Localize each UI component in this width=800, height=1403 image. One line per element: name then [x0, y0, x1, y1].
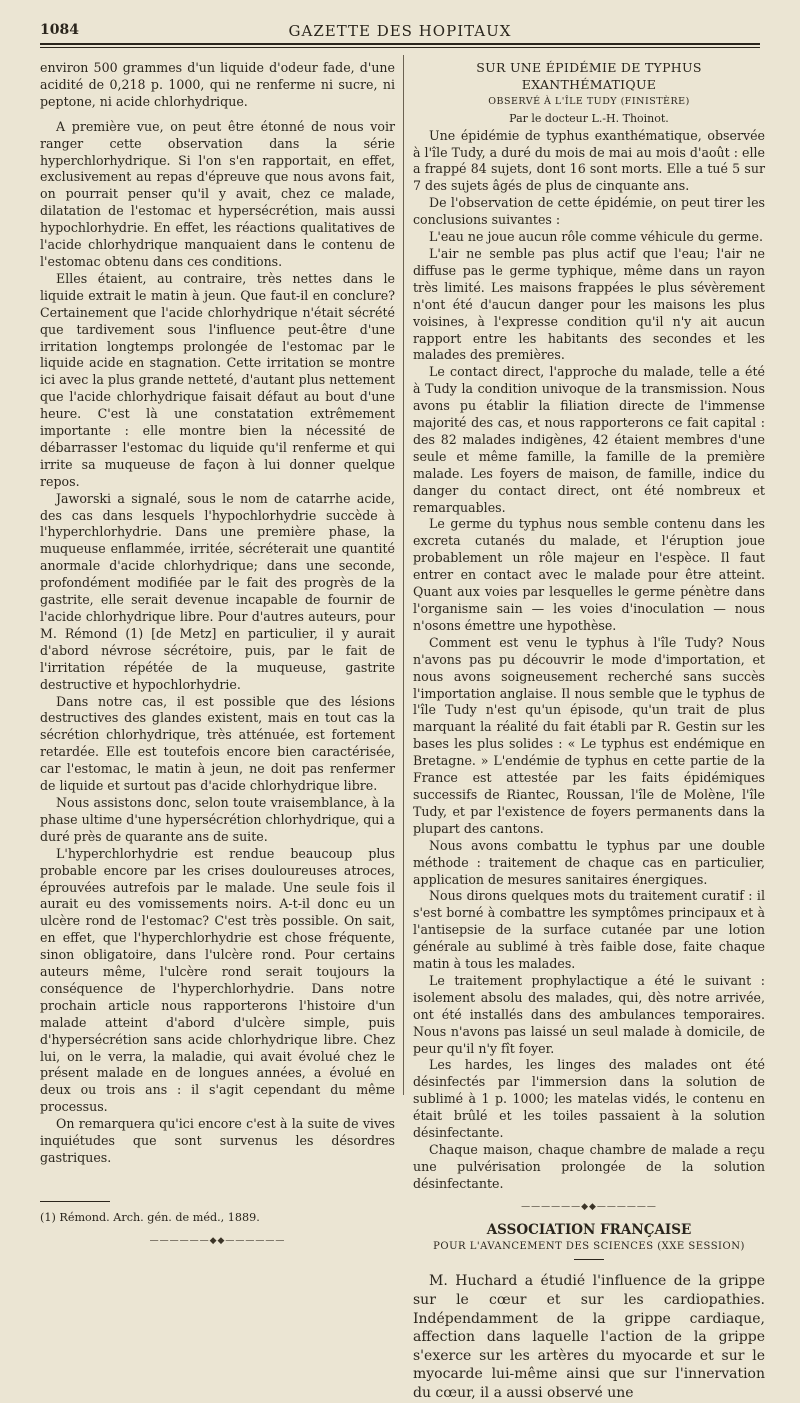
- paragraph: L'hyperchlorhydrie est rendue beaucoup plus probable encore par les crises douloureuses atroces, éprouvées autrefois par le malade. Une seule fois il aurait eu des vomissements noirs. A-t-il donc eu un ulcère rond de l'estomac? C'est très possible. On sait, en effet, que l'hyperchlorhydrie est chose fréquente, sinon obligatoire, dans l'ulcère rond. Pour certains auteurs même, l'ulcère rond serait toujours la conséquence de l'hyperchlorhydrie. Dans notre prochain article nous rapporterons l'histoire d'un malade atteint d'abord d'ulcère simple, puis d'hypersécrétion sans acide chlorhydrique libre. Chez lui, on le verra, la maladie, qui avait évolué chez le présent malade en de longues années, a évolué en deux ou trois ans : il s'agit cependant du même processus.: [40, 845, 395, 1115]
- article-byline: Par le docteur L.-H. Thoinot.: [509, 111, 669, 125]
- paragraph: Les hardes, les linges des malades ont été désinfectés par l'immersion dans la solution de sublimé à 1 p. 1000; les matelas vidés, le contenu en était brûlé et les toiles passaient à la solution désinfectante.: [413, 1057, 765, 1141]
- section-rule: [574, 1259, 604, 1260]
- page-number: 1084: [40, 22, 79, 38]
- right-column: [413, 60, 765, 1403]
- paragraph: Le contact direct, l'approche du malade, telle a été à Tudy la condition univoque de la transmission. Nous avons pu établir la filiation directe de l'immense majorité des cas, et nous rapporterons ce fait capital : des 82 malades indigènes, 42 étaient membres d'une seule et même famille, la famille de la première malade. Les foyers de maison, de famille, indice du danger du contact direct, ont été nombreux et remarquables.: [413, 364, 765, 515]
- article-title: SUR UNE ÉPIDÉMIE DE TYPHUS EXANTHÉMATIQUE: [476, 60, 702, 92]
- paragraph: Comment est venu le typhus à l'île Tudy? Nous n'avons pas pu découvrir le mode d'importation, et nous avons soigneusement recherché sans succès l'importation anglaise. Il nous semble que le typhus de l'île Tudy n'est qu'un épisode, qu'un trait de plus marquant la réalité du fait établi par R. Gestin sur les bases les plus solides : « Le typhus est endémique en Bretagne. » L'endémie de typhus en cette partie de la France est attestée par les faits épidémiques successifs de Riantec, Roussan, l'île de Molène, l'île Tudy, et par l'existence de foyers permanents dans la plupart des cantons.: [413, 634, 765, 836]
- paragraph: Le germe du typhus nous semble contenu dans les excreta cutanés du malade, et l'éruption joue probablement un rôle majeur en l'espèce. Il faut entrer en contact avec le malade pour être atteint. Quant aux voies par lesquelles le germe pénètre dans l'organisme sain — les voies d'inoculation — nous n'osons émettre une hypothèse.: [413, 516, 765, 633]
- header-rule-thin: [40, 47, 760, 48]
- paragraph: Jaworski a signalé, sous le nom de catarrhe acide, des cas dans lesquels l'hypochlorhydrie succède à l'hyperchlorhydrie. Dans une première phase, la muqueuse enflammée, irritée, sécréterait une quantité anormale d'acide chlorhydrique; dans une seconde, profondément modifiée par le fait des progrès de la gastrite, elle serait devenue incapable de fournir de l'acide chlorhydrique libre. Pour d'autres auteurs, pour M. Rémond (1) [de Metz] en particulier, il y aurait d'abord névrose sécrétoire, puis, par le fait de l'irritation répétée de la muqueuse, gastrite destructive et hypochlorhydrie.: [40, 490, 395, 692]
- footnote: (1) Rémond. Arch. gén. de méd., 1889.: [40, 1210, 260, 1224]
- paragraph: L'air ne semble pas plus actif que l'eau; l'air ne diffuse pas le germe typhique, même dans un rayon très limité. Les maisons frappées le plus sévèrement n'ont été d'aucun danger pour les maisons les plus voisines, à l'expresse condition qu'il n'y ait aucun rapport entre les habitants des secondes et les malades des premières.: [413, 245, 765, 363]
- paragraph: Nous avons combattu le typhus par une double méthode : traitement de chaque cas en particulier, application de mesures sanitaires énergiques.: [413, 837, 765, 887]
- paragraph: Nous assistons donc, selon toute vraisemblance, à la phase ultime d'une hypersécrétion chlorhydrique, qui a duré près de quarante ans de suite.: [40, 794, 395, 844]
- paragraph: Dans notre cas, il est possible que des lésions destructives des glandes existent, mais en tout cas la sécrétion chlorhydrique, très atténuée, est fortement retardée. Elle est toutefois encore bien caractérisée, car l'estomac, le matin à jeun, ne doit pas renfermer de liquide et surtout pas d'acide chlorhydrique libre.: [40, 693, 395, 794]
- paragraph: environ 500 grammes d'un liquide d'odeur fade, d'une acidité de 0,218 p. 1000, qui ne renferme ni sucre, ni peptone, ni acide chlorhydrique.: [40, 60, 395, 109]
- paragraph: Elles étaient, au contraire, très nettes dans le liquide extrait le matin à jeun. Que faut-il en conclure? Certainement que l'acide chlorhydrique n'était sécrété que tardivement sous l'influence peut-être d'une irritation longtemps prolongée de l'estomac par le liquide acide en stagnation. Cette irritation se montre ici avec la plus grande netteté, d'autant plus nettement que l'acide chlorhydrique faisait défaut au bout d'une heure. C'est là une constatation extrêmement importante : elle montre bien la nécessité de débarrasser l'estomac du liquide qu'il renferme et qui irrite sa muqueuse de façon à lui donner quelque repos.: [40, 270, 395, 489]
- paragraph: Nous dirons quelques mots du traitement curatif : il s'est borné à combattre les symptômes principaux et à l'antisepsie de la surface cutanée par une lotion générale au sublimé à très faible dose, faite chaque matin à tous les malades.: [413, 888, 765, 972]
- paragraph: Une épidémie de typhus exanthématique, observée à l'île Tudy, a duré du mois de mai au mois d'août : elle a frappé 84 sujets, dont 16 sont morts. Elle a tué 5 sur 7 des sujets âgés de plus de cinquante ans.: [413, 127, 765, 194]
- paragraph: De l'observation de cette épidémie, on peut tirer les conclusions suivantes :: [413, 195, 765, 228]
- ornament-divider: ——————◆◆——————: [149, 1235, 286, 1246]
- journal-title: GAZETTE DES HOPITAUX: [288, 22, 512, 40]
- paragraph: Le traitement prophylactique a été le suivant : isolement absolu des malades, qui, dès notre arrivée, ont été installés dans des ambulances temporaires. Nous n'avons pas laissé un seul malade à domicile, de peur qu'il n'y fît foyer.: [413, 972, 765, 1056]
- article-subtitle: OBSERVÉ À L'ÎLE TUDY (FINISTÈRE): [488, 95, 690, 107]
- paragraph: A première vue, on peut être étonné de nous voir ranger cette observation dans la série hyperchlorhydrique. Si l'on s'en rapportait, en effet, exclusivement au repas d'épreuve que nous avons fait, on pourrait penser qu'il y avait, chez ce malade, dilatation de l'estomac et hypersécrétion, mais aussi hypochlorhydrie. En effet, les réactions qualitatives de l'acide chlorhydrique manquaient dans le contenu de l'estomac obtenu dans ces conditions.: [40, 118, 395, 269]
- section-subtitle: POUR L'AVANCEMENT DES SCIENCES (XXE SESSION): [433, 1240, 745, 1252]
- header-rule: [40, 43, 760, 45]
- column-separator: [403, 55, 404, 1095]
- paragraph: Chaque maison, chaque chambre de malade a reçu une pulvérisation prolongée de la solution désinfectante.: [413, 1142, 765, 1191]
- section-title: ASSOCIATION FRANÇAISE: [486, 1221, 692, 1238]
- ornament-divider: ——————◆◆——————: [521, 1201, 657, 1212]
- paragraph: L'eau ne joue aucun rôle comme véhicule du germe.: [429, 229, 763, 245]
- paragraph: M. Huchard a étudié l'influence de la grippe sur le cœur et sur les cardiopathies. Indépendamment de la grippe cardiaque, affection dans laquelle l'action de la grippe s'exerce sur les artères du myocarde et sur le myocarde lui-même ainsi que sur l'innervation du cœur, il a aussi observé une: [413, 1273, 765, 1401]
- paragraph: On remarquera qu'ici encore c'est à la suite de vives inquiétudes que sont survenus les désordres gastriques.: [40, 1116, 395, 1165]
- footnote-rule: [40, 1201, 110, 1202]
- left-column: [40, 60, 395, 1256]
- page-header: [40, 18, 760, 42]
